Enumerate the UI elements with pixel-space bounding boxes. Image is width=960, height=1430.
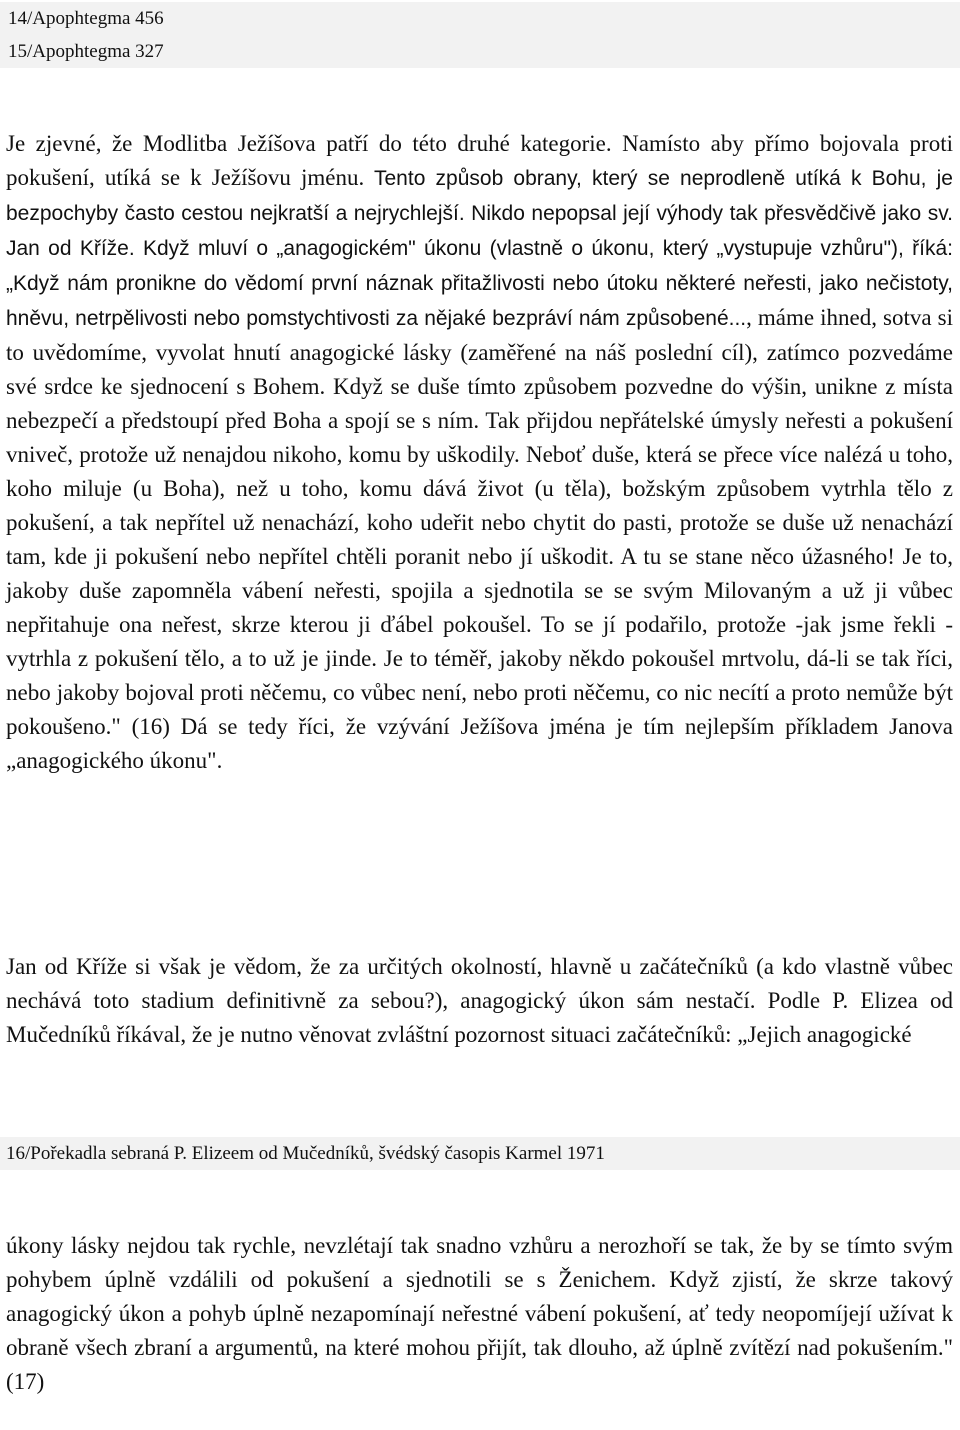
footnote-16 xyxy=(0,1137,960,1170)
paragraph-1-sans-part: Tento způsob obrany, který se neprodleně utíká k Bohu, je bezpochyby často cestou nejkratší a nejrychlejší. Nikdo nepopsal její výhody tak přesvědčivě jako sv. Jan od Kříže. Když mluví o „anagogickém" úkonu (vlastně o úkonu, který „vystupuje vzhůru"), říká: „Když nám pronikne do vědomí první náznak přitažlivosti nebo útoku některé neřesti, jako nečistoty, hněvu, netrpělivosti nebo pomstychtivosti za nějaké bezpráví nám způsobené... xyxy=(6,167,953,330)
paragraph-1-serif-start: Je zjevné, že Modlitba Ježíšova patří do této druhé kategorie. Namísto aby přímo bojovala proti pokušení, utíká se k Ježíšovu jménu. xyxy=(6,131,953,190)
paragraph-2: Jan od Kříže si však je vědom, že za určitých okolností, hlavně u začátečníků (a kdo vlastně vůbec nechává toto stadium definitivně za sebou?), anagogický úkon sám nestačí. Podle P. Elizea od Mučedníků říkával, že je nutno věnovat zvláštní pozornost situaci začátečníků: „Jejich anagogické xyxy=(6,954,953,1047)
footnote-15: 15/Apophtegma 327 xyxy=(8,41,164,62)
footnote-14: 14/Apophtegma 456 xyxy=(8,8,164,29)
footnote-16-text: 16/Pořekadla sebraná P. Elizeem od Mučedníků, švédský časopis Karmel 1971 xyxy=(6,1143,605,1164)
paragraph-1 xyxy=(6,127,953,778)
paragraph-1-serif-end: , máme ihned, sotva si to uvědomíme, vyvolat hnutí anagogické lásky (zaměřené na náš poslední cíl), zatímco pozvedáme své srdce ke sjednocení s Bohem. Když se duše tímto způsobem pozvedne do výšin, unikne z místa nebezpečí a předstoupí před Boha a spojí se s ním. Tak přijdou nepřátelské úmysly neřesti a pokušení vniveč, protože už nenajdou nikoho, komu by uškodily. Neboť duše, která se přece více nalézá u toho, koho miluje (u Boha), než u toho, komu dává život (u těla), božským způsobem vytrhla tělo z pokušení, a tak nepřítel už nenachází, koho udeřit nebo chytit do pasti, protože se duše už nenachází tam, kde ji pokušení nebo nepřítel chtěli poranit nebo jí uškodit. A tu se stane něco úžasného! Je to, jakoby duše zapomněla vábení neřesti, spojila a sjednotila se se svým Milovaným a už ji vůbec nepřitahuje ona neřest, skrze kterou ji ďábel pokoušel. To se jí podařilo, protože -jak jsme řekli - vytrhla z pokušení tělo, a to už je jinde. Je to téměř, jakoby někdo pokoušel mrtvolu, dá-li se tak říci, nebo jakoby bojoval proti něčemu, co vůbec není, nebo proti něčemu, co nic necítí a proto nemůže být pokoušeno." (16) Dá se tedy říci, že vzývání Ježíšova jména je tím nejlepším příkladem Janova „anagogického úkonu". xyxy=(6,305,953,773)
footnotes-top xyxy=(0,2,960,68)
paragraph-3: úkony lásky nejdou tak rychle, nevzlétají tak snadno vzhůru a nerozhoří se tak, že by se tímto svým pohybem úplně vzdálili od pokušení a sjednotili se s Ženichem. Když zjistí, že skrze takový anagogický úkon a pohyb úplně nezapomínají neřestné vábení pokušení, ať tedy neopomíjejí užívat k obraně všech zbraní a argumentů, na které mohou přijít, tak dlouho, až úplně zvítězí nad pokušením." (17) xyxy=(6,1233,953,1394)
